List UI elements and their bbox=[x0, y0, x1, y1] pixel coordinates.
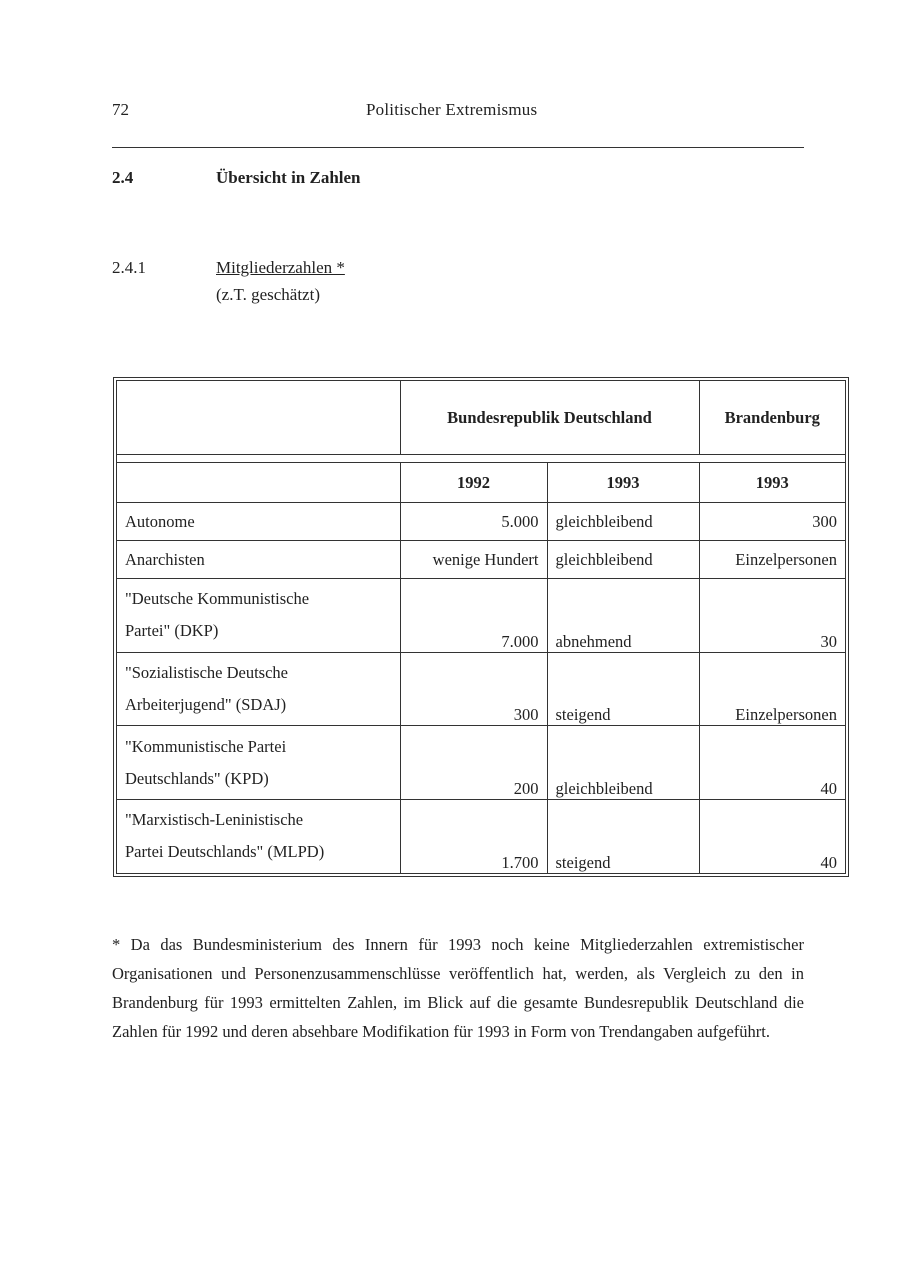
table-row bbox=[117, 799, 845, 873]
region-header-bb: Brandenburg bbox=[699, 381, 845, 455]
table-row bbox=[117, 541, 845, 579]
org-name: "Deutsche Kommunistische Partei" (DKP) bbox=[117, 579, 400, 653]
membership-table-grid bbox=[117, 381, 845, 873]
org-name: "Marxistisch-Leninistische Partei Deutschlands" (MLPD) bbox=[117, 799, 400, 873]
value-1992: 1.700 bbox=[400, 799, 547, 873]
section-title: Übersicht in Zahlen bbox=[216, 168, 361, 187]
year-header-1993-bb: 1993 bbox=[699, 463, 845, 503]
value-bb-1993: Einzelpersonen bbox=[699, 652, 845, 726]
trend-1993: gleichbleibend bbox=[547, 541, 699, 579]
value-bb-1993: 40 bbox=[699, 726, 845, 800]
running-title: Politischer Extremismus bbox=[366, 100, 538, 119]
header-rule bbox=[112, 147, 804, 148]
value-bb-1993: Einzelpersonen bbox=[699, 541, 845, 579]
table-row bbox=[117, 503, 845, 541]
header-gap-row bbox=[117, 455, 845, 463]
value-1992: 300 bbox=[400, 652, 547, 726]
section-number: 2.4 bbox=[112, 168, 134, 187]
org-name: "Kommunistische Partei Deutschlands" (KPD) bbox=[117, 726, 400, 800]
table-row bbox=[117, 726, 845, 800]
org-name: Autonome bbox=[117, 503, 400, 541]
table-row bbox=[117, 579, 845, 653]
value-1992: wenige Hundert bbox=[400, 541, 547, 579]
trend-1993: gleichbleibend bbox=[547, 503, 699, 541]
value-bb-1993: 300 bbox=[699, 503, 845, 541]
page-number: 72 bbox=[112, 100, 129, 119]
region-header-brd: Bundesrepublik Deutschland bbox=[400, 381, 699, 455]
year-header-row bbox=[117, 463, 845, 503]
year-corner-cell bbox=[117, 463, 400, 503]
header-gap bbox=[117, 455, 845, 463]
trend-1993: gleichbleibend bbox=[547, 726, 699, 800]
value-1992: 200 bbox=[400, 726, 547, 800]
value-1992: 5.000 bbox=[400, 503, 547, 541]
year-header-1992: 1992 bbox=[400, 463, 547, 503]
value-1992: 7.000 bbox=[400, 579, 547, 653]
trend-1993: steigend bbox=[547, 799, 699, 873]
subsection-note: (z.T. geschätzt) bbox=[216, 285, 320, 304]
trend-1993: steigend bbox=[547, 652, 699, 726]
value-bb-1993: 30 bbox=[699, 579, 845, 653]
table-row bbox=[117, 652, 845, 726]
membership-table bbox=[113, 377, 849, 877]
corner-cell bbox=[117, 381, 400, 455]
footnote: * Da das Bundesministerium des Innern für 1993 noch keine Mitgliederzahlen extremistischer Organisationen und Personenzusammenschlüsse veröffentlich hat, werden, als Vergleich zu den in Brandenburg für 1993 ermittelten Zahlen, im Blick auf die gesamte Bundesrepublik Deutschland die Zahlen für 1992 und deren absehbare Modifikation für 1993 in Form von Trendangaben aufgeführt. bbox=[112, 935, 804, 1041]
org-name: "Sozialistische Deutsche Arbeiterjugend" (SDAJ) bbox=[117, 652, 400, 726]
region-header-row bbox=[117, 381, 845, 455]
subsection-title: Mitgliederzahlen * bbox=[216, 258, 345, 277]
year-header-1993-brd: 1993 bbox=[547, 463, 699, 503]
org-name: Anarchisten bbox=[117, 541, 400, 579]
trend-1993: abnehmend bbox=[547, 579, 699, 653]
value-bb-1993: 40 bbox=[699, 799, 845, 873]
subsection-number: 2.4.1 bbox=[112, 258, 146, 277]
